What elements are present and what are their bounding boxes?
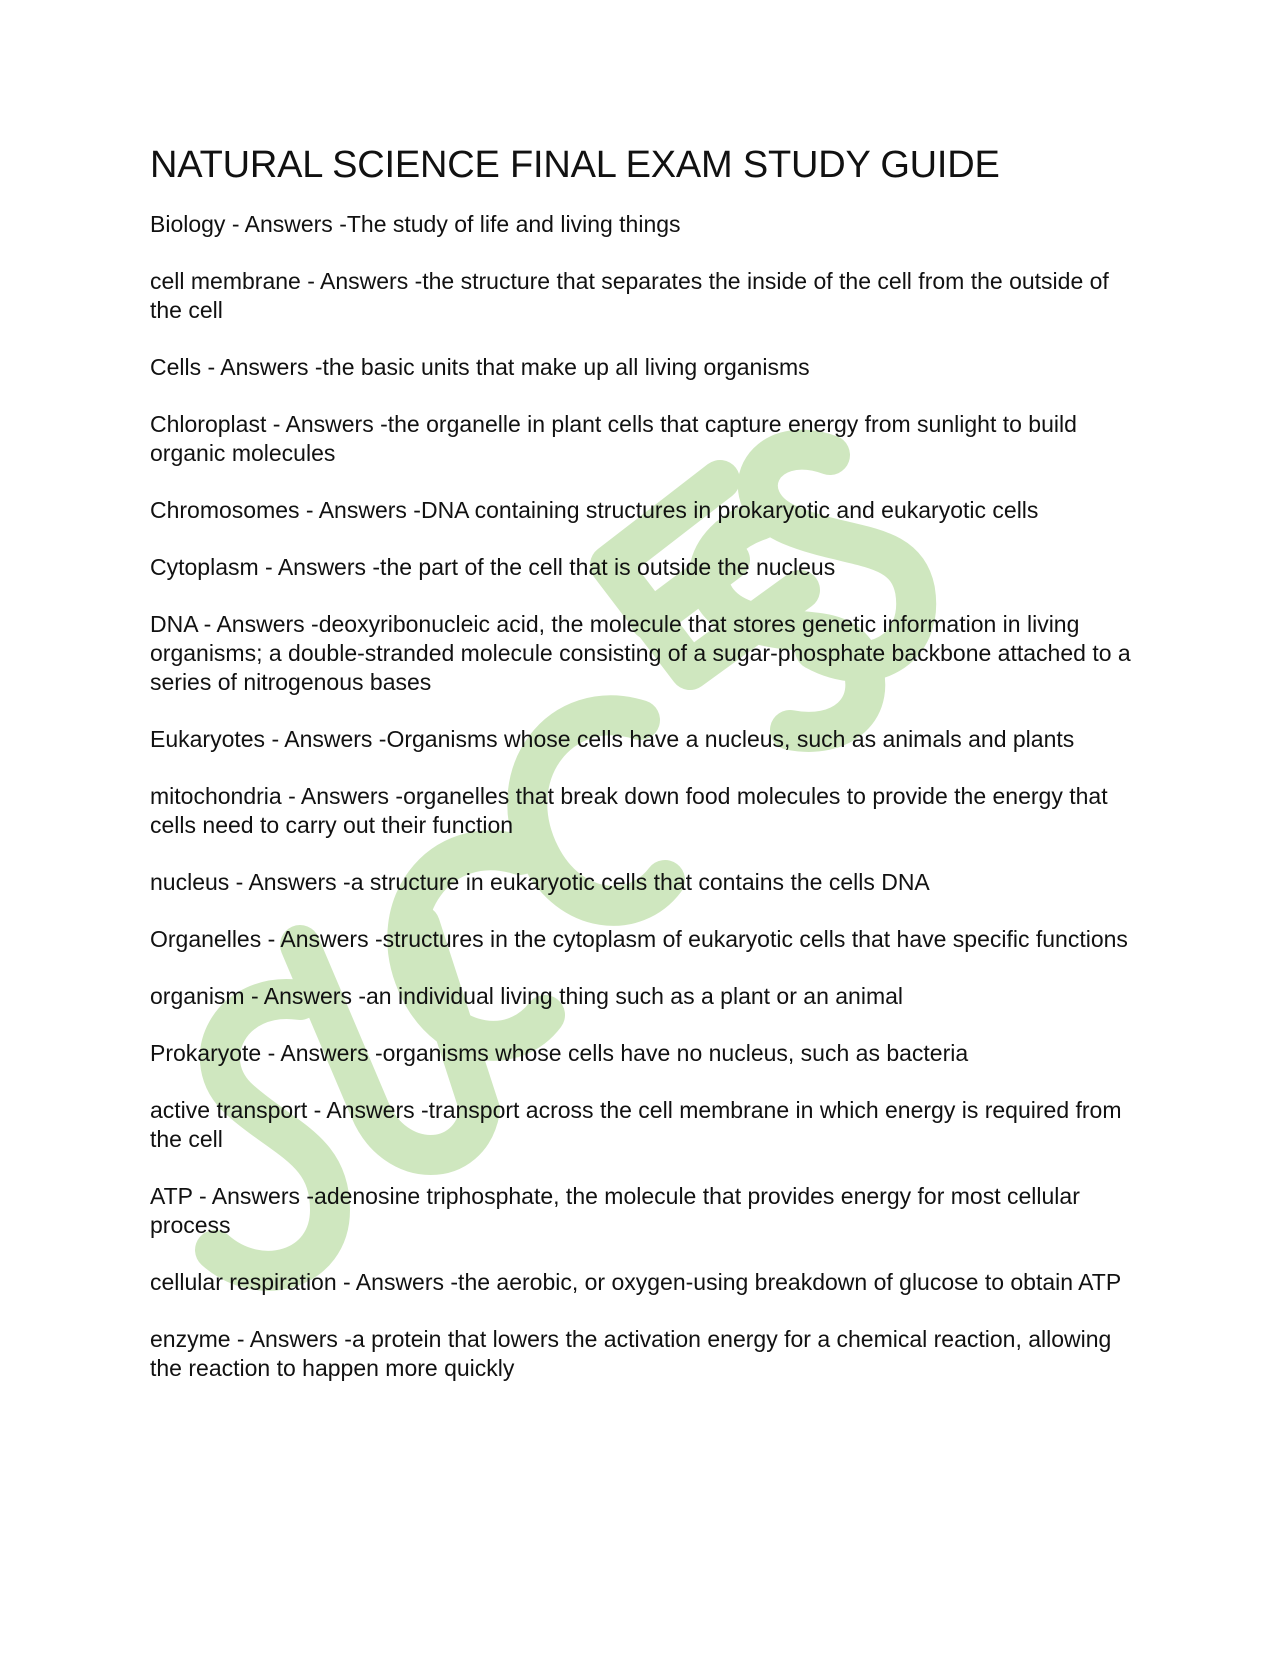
glossary-entry: organism - Answers -an individual living thing such as a plant or an animal bbox=[150, 982, 904, 1009]
glossary-entry: Eukaryotes - Answers -Organisms whose cells have a nucleus, such as animals and plants bbox=[150, 725, 1075, 752]
document-title: NATURAL SCIENCE FINAL EXAM STUDY GUIDE bbox=[150, 144, 1000, 186]
glossary-entry: mitochondria - Answers -organelles that break down food molecules to provide the energy that cells need to carry out their function bbox=[150, 782, 1108, 838]
glossary-list bbox=[150, 210, 1140, 1383]
glossary-entry: Chromosomes - Answers -DNA containing structures in prokaryotic and eukaryotic cells bbox=[150, 496, 1039, 523]
glossary-entry: DNA - Answers -deoxyribonucleic acid, the molecule that stores genetic information in living organisms; a double-stranded molecule consisting of a sugar-phosphate backbone attached to a series of nitrogenous bases bbox=[150, 610, 1131, 695]
glossary-entry: active transport - Answers -transport across the cell membrane in which energy is required from the cell bbox=[150, 1096, 1122, 1152]
glossary-entry: Prokaryote - Answers -organisms whose cells have no nucleus, such as bacteria bbox=[150, 1039, 969, 1066]
glossary-entry: Chloroplast - Answers -the organelle in plant cells that capture energy from sunlight to build organic molecules bbox=[150, 410, 1077, 466]
glossary-entry: enzyme - Answers -a protein that lowers the activation energy for a chemical reaction, allowing the reaction to happen more quickly bbox=[150, 1325, 1112, 1381]
glossary-entry: Cells - Answers -the basic units that make up all living organisms bbox=[150, 353, 810, 380]
glossary-entry: Cytoplasm - Answers -the part of the cell that is outside the nucleus bbox=[150, 553, 836, 580]
document-content bbox=[150, 145, 1140, 1411]
glossary-entry: Biology - Answers -The study of life and living things bbox=[150, 210, 681, 237]
glossary-entry: nucleus - Answers -a structure in eukaryotic cells that contains the cells DNA bbox=[150, 868, 930, 895]
glossary-entry: ATP - Answers -adenosine triphosphate, the molecule that provides energy for most cellular process bbox=[150, 1182, 1080, 1238]
glossary-entry: cell membrane - Answers -the structure that separates the inside of the cell from the outside of the cell bbox=[150, 267, 1109, 323]
glossary-entry: Organelles - Answers -structures in the cytoplasm of eukaryotic cells that have specific functions bbox=[150, 925, 1128, 952]
glossary-entry: cellular respiration - Answers -the aerobic, or oxygen-using breakdown of glucose to obtain ATP bbox=[150, 1268, 1122, 1295]
